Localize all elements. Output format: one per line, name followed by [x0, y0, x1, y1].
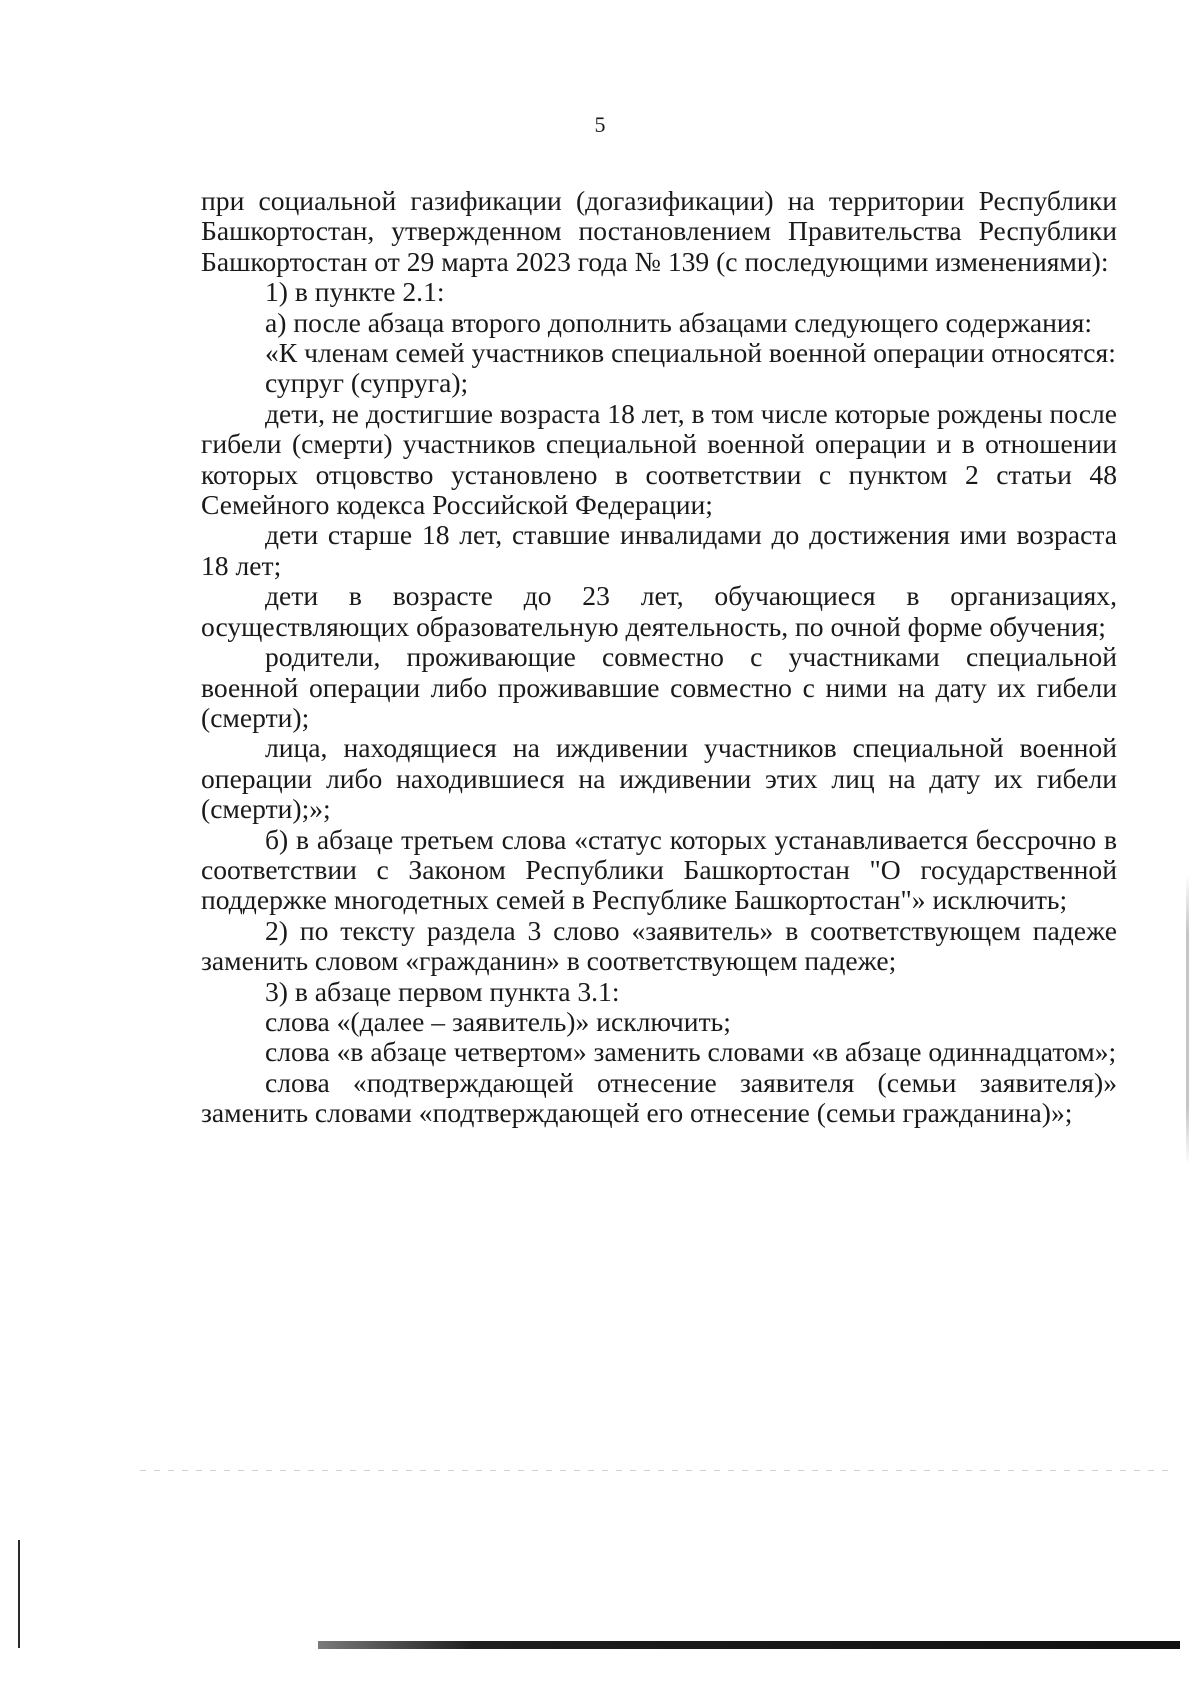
paragraph-item-1a: а) после абзаца второго дополнить абзацами следующего содержания:	[265, 306, 1093, 338]
scan-left-edge	[18, 1540, 20, 1648]
paragraph-item-1: 1) в пункте 2.1:	[265, 276, 445, 308]
paragraph-item-3-words-2: слова «в абзаце четвертом» заменить словами «в абзаце одиннадцатом»;	[265, 1036, 1117, 1068]
paragraph-children-over-18: дети старше 18 лет, ставшие инвалидами до достижения ими возраста 18 лет;	[201, 519, 1117, 581]
scan-artifact-line	[140, 1470, 1170, 1471]
paragraph-item-1b: б) в абзаце третьем слова «статус которых устанавливается бессрочно в соответствии с Законом Республики Башкортостан "О государственной поддержке многодетных семей в Республике Башкортостан"» исключить;	[201, 823, 1117, 916]
paragraph-children-students: дети в возрасте до 23 лет, обучающиеся в организациях, осуществляющих образовательную деятельность, по очной форме обучения;	[201, 580, 1117, 642]
scan-edge-shadow	[1186, 875, 1189, 1165]
paragraph-parents: родители, проживающие совместно с участниками специальной военной операции либо проживавшие совместно с ними на дату их гибели (смерти);	[201, 641, 1117, 733]
scan-bottom-edge	[318, 1641, 1180, 1649]
paragraph-children-under-18: дети, не достигшие возраста 18 лет, в том числе которые рождены после гибели (смерти) участников специальной военной операции и в отношении которых отцовство установлено в соответствии с пунктом 2 статьи 48 Семейного кодекса Российской Федерации;	[201, 397, 1118, 521]
paragraph-intro: при социальной газификации (догазификации) на территории Республики Башкортостан, утвержденном постановлением Правительства Республики Башкортостан от 29 марта 2023 года № 139 (с последующими изменениями):	[201, 185, 1117, 277]
paragraph-item-3: 3) в абзаце первом пункта 3.1:	[265, 975, 620, 1007]
paragraph-dependents: лица, находящиеся на иждивении участников специальной военной операции либо находившиеся на иждивении этих лиц на дату их гибели (смерти);»;	[201, 732, 1117, 825]
page-number: 5	[594, 112, 606, 137]
paragraph-family-members: «К членам семей участников специальной военной операции относятся:	[265, 337, 1116, 369]
document-body	[201, 186, 1117, 1129]
paragraph-item-3-words-3: слова «подтверждающей отнесение заявителя (семьи заявителя)» заменить словами «подтверждающей его отнесение (семьи гражданина)»;	[201, 1066, 1117, 1129]
paragraph-item-2: 2) по тексту раздела 3 слово «заявитель» в соответствующем падеже заменить словом «гражданин» в соответствующем падеже;	[201, 914, 1117, 977]
paragraph-spouse: супруг (супруга);	[265, 367, 469, 399]
paragraph-item-3-words-1: слова «(далее – заявитель)» исключить;	[265, 1005, 731, 1037]
